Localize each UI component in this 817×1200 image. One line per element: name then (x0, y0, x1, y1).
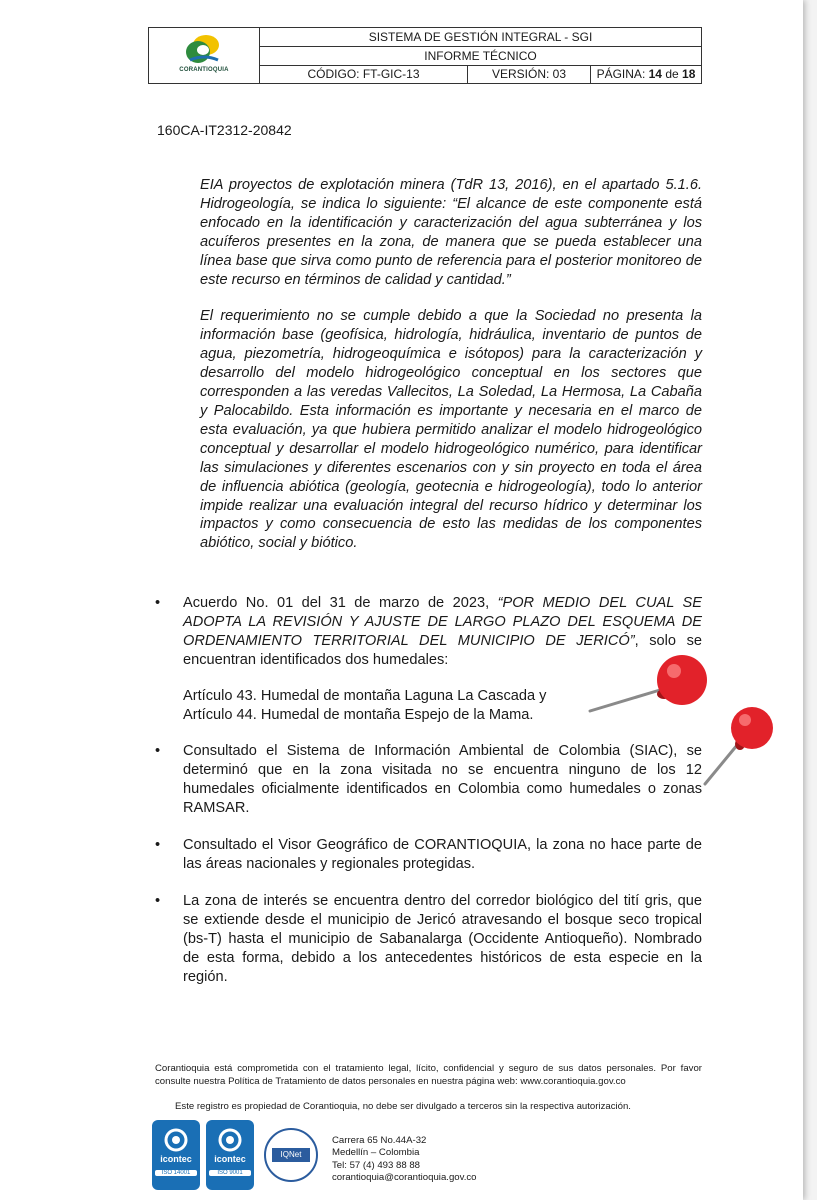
bullet-text-end: , solo se encuentran identificados dos humedales: (183, 632, 702, 668)
system-name: SISTEMA DE GESTIÓN INTEGRAL - SGI (260, 28, 701, 47)
cert-iso: ISO 9001 (209, 1170, 251, 1176)
header-meta-row (260, 66, 701, 83)
quoted-body (200, 176, 702, 571)
page-current: 14 (648, 67, 662, 81)
icontec-iso9001-badge (206, 1120, 254, 1190)
contact-info (332, 1135, 477, 1185)
iqnet-seal (264, 1128, 318, 1182)
logo-text: CORANTIOQUIA (179, 67, 229, 73)
cert-iso: ISO 14001 (155, 1170, 197, 1176)
bullet-italic-text: “POR MEDIO DEL CUAL SE ADOPTA LA REVISIÓN Y AJUSTE DE LARGO PLAZO DEL ESQUEMA DE ORDENAMIENTO TERRITORIAL DEL MUNICIPIO DE JERICÓ” (183, 595, 702, 649)
article-line: Artículo 44. Humedal de montaña Espejo de la Mama. (183, 706, 534, 723)
bullet-marker: • (155, 892, 161, 909)
bullet-text: Consultado el Sistema de Información Ambiental de Colombia (SIAC), se determinó que en la zona visitada no se encuentra ninguno de los 12 humedales oficialmente identificados en Colombia como humedales o zonas RAMSAR. (183, 743, 702, 817)
red-pin-icon (586, 654, 714, 716)
icontec-iso14001-badge (152, 1120, 200, 1190)
ownership-notice: Este registro es propiedad de Corantioquia, no debe ser divulgado a terceros sin la respectiva autorización. (175, 1101, 631, 1112)
form-version: VERSIÓN: 03 (468, 66, 591, 83)
address-line: Carrera 65 No.44A-32 (332, 1135, 427, 1146)
cert-name: icontec (160, 1154, 192, 1164)
form-code: CÓDIGO: FT-GIC-13 (260, 66, 468, 83)
phone-line: Tel: 57 (4) 493 88 88 (332, 1159, 421, 1171)
article-line: Artículo 43. Humedal de montaña Laguna La Cascada y (183, 687, 547, 704)
corantioquia-logo-icon (184, 30, 224, 68)
bullet-marker: • (155, 743, 161, 760)
bullet-text: La zona de interés se encuentra dentro del corredor biológico del tití gris, que se extiende desde el municipio de Jericó atravesando el bosque seco tropical (bs-T) hasta el municipio de Sabanalarga (Occidente Antioqueño). Nombrado de esta forma, debido a los antecedentes históricos de esta especie en la región. (183, 892, 702, 985)
email-link[interactable]: corantioquia@corantioquia.gov.co (332, 1172, 477, 1184)
iqnet-label: IQNet (272, 1148, 310, 1162)
paragraph: EIA proyectos de explotación minera (TdR 13, 2016), en el apartado 5.1.6. Hidrogeología, se indica lo siguiente: “El alcance de este componente está enfocado en la identificación y caracterización del agua subterránea y los acuíferos presentes en la zona, de manera que se pueda establecer una línea base que sirva como punto de referencia para el posterior monitoreo de este recurso en términos de calidad y cantidad.” (200, 177, 702, 288)
list-item (155, 742, 702, 818)
list-item (155, 892, 702, 987)
list-item (155, 836, 702, 874)
page-label: PÁGINA: (596, 67, 646, 81)
privacy-note: Corantioquia está comprometida con el tratamiento legal, lícito, confidencial y seguro de sus datos personales. Por favor consulte nuestra Política de Tratamiento de datos personales en nuestra página web: www.corantioquia.gov.co (155, 1063, 702, 1087)
red-pin-icon (700, 706, 776, 788)
page-number (591, 66, 701, 83)
cert-name: icontec (214, 1154, 246, 1164)
city-line: Medellín – Colombia (332, 1147, 420, 1159)
bullet-text: Consultado el Visor Geográfico de CORANTIOQUIA, la zona no hace parte de las áreas nacionales y regionales protegidas. (183, 837, 702, 872)
doc-type: INFORME TÉCNICO (260, 47, 701, 66)
page-total: 18 (682, 67, 696, 81)
corantioquia-logo (149, 28, 260, 83)
document-header (148, 27, 702, 84)
bullet-text: Acuerdo No. 01 del 31 de marzo de 2023, (183, 595, 498, 611)
page-of: de (665, 67, 679, 81)
paragraph: El requerimiento no se cumple debido a que la Sociedad no presenta la información base (geofísica, hidrología, hidráulica, inventario de puntos de agua, piezometría, hidrogeoquímica e isótopos) para la caracterización y desarrollo del modelo hidrogeológico conceptual en los sectores que corresponden a las veredas Vallecitos, La Soledad, La Hermosa, La Cabaña y Palocabildo. Esta información es importante y necesaria en el marco de esta evaluación, ya que hubiera permitido analizar el modelo hidrogeológico conceptual y desarrollar el modelo hidrogeológico numérico, para identificar las simulaciones y diferentes escenarios con y sin proyecto en toda el área de influencia abiótica (geología, geotecnia e hidrogeología), todo lo anterior impide realizar una evaluación integral del recurso hídrico y determinar los impactos y como consecuencia de esto las medidas de los componentes abiótico, social y biótico. (200, 308, 702, 552)
bullet-marker: • (155, 595, 161, 611)
document-code: 160CA-IT2312-20842 (157, 122, 292, 138)
bullet-marker: • (155, 837, 161, 854)
